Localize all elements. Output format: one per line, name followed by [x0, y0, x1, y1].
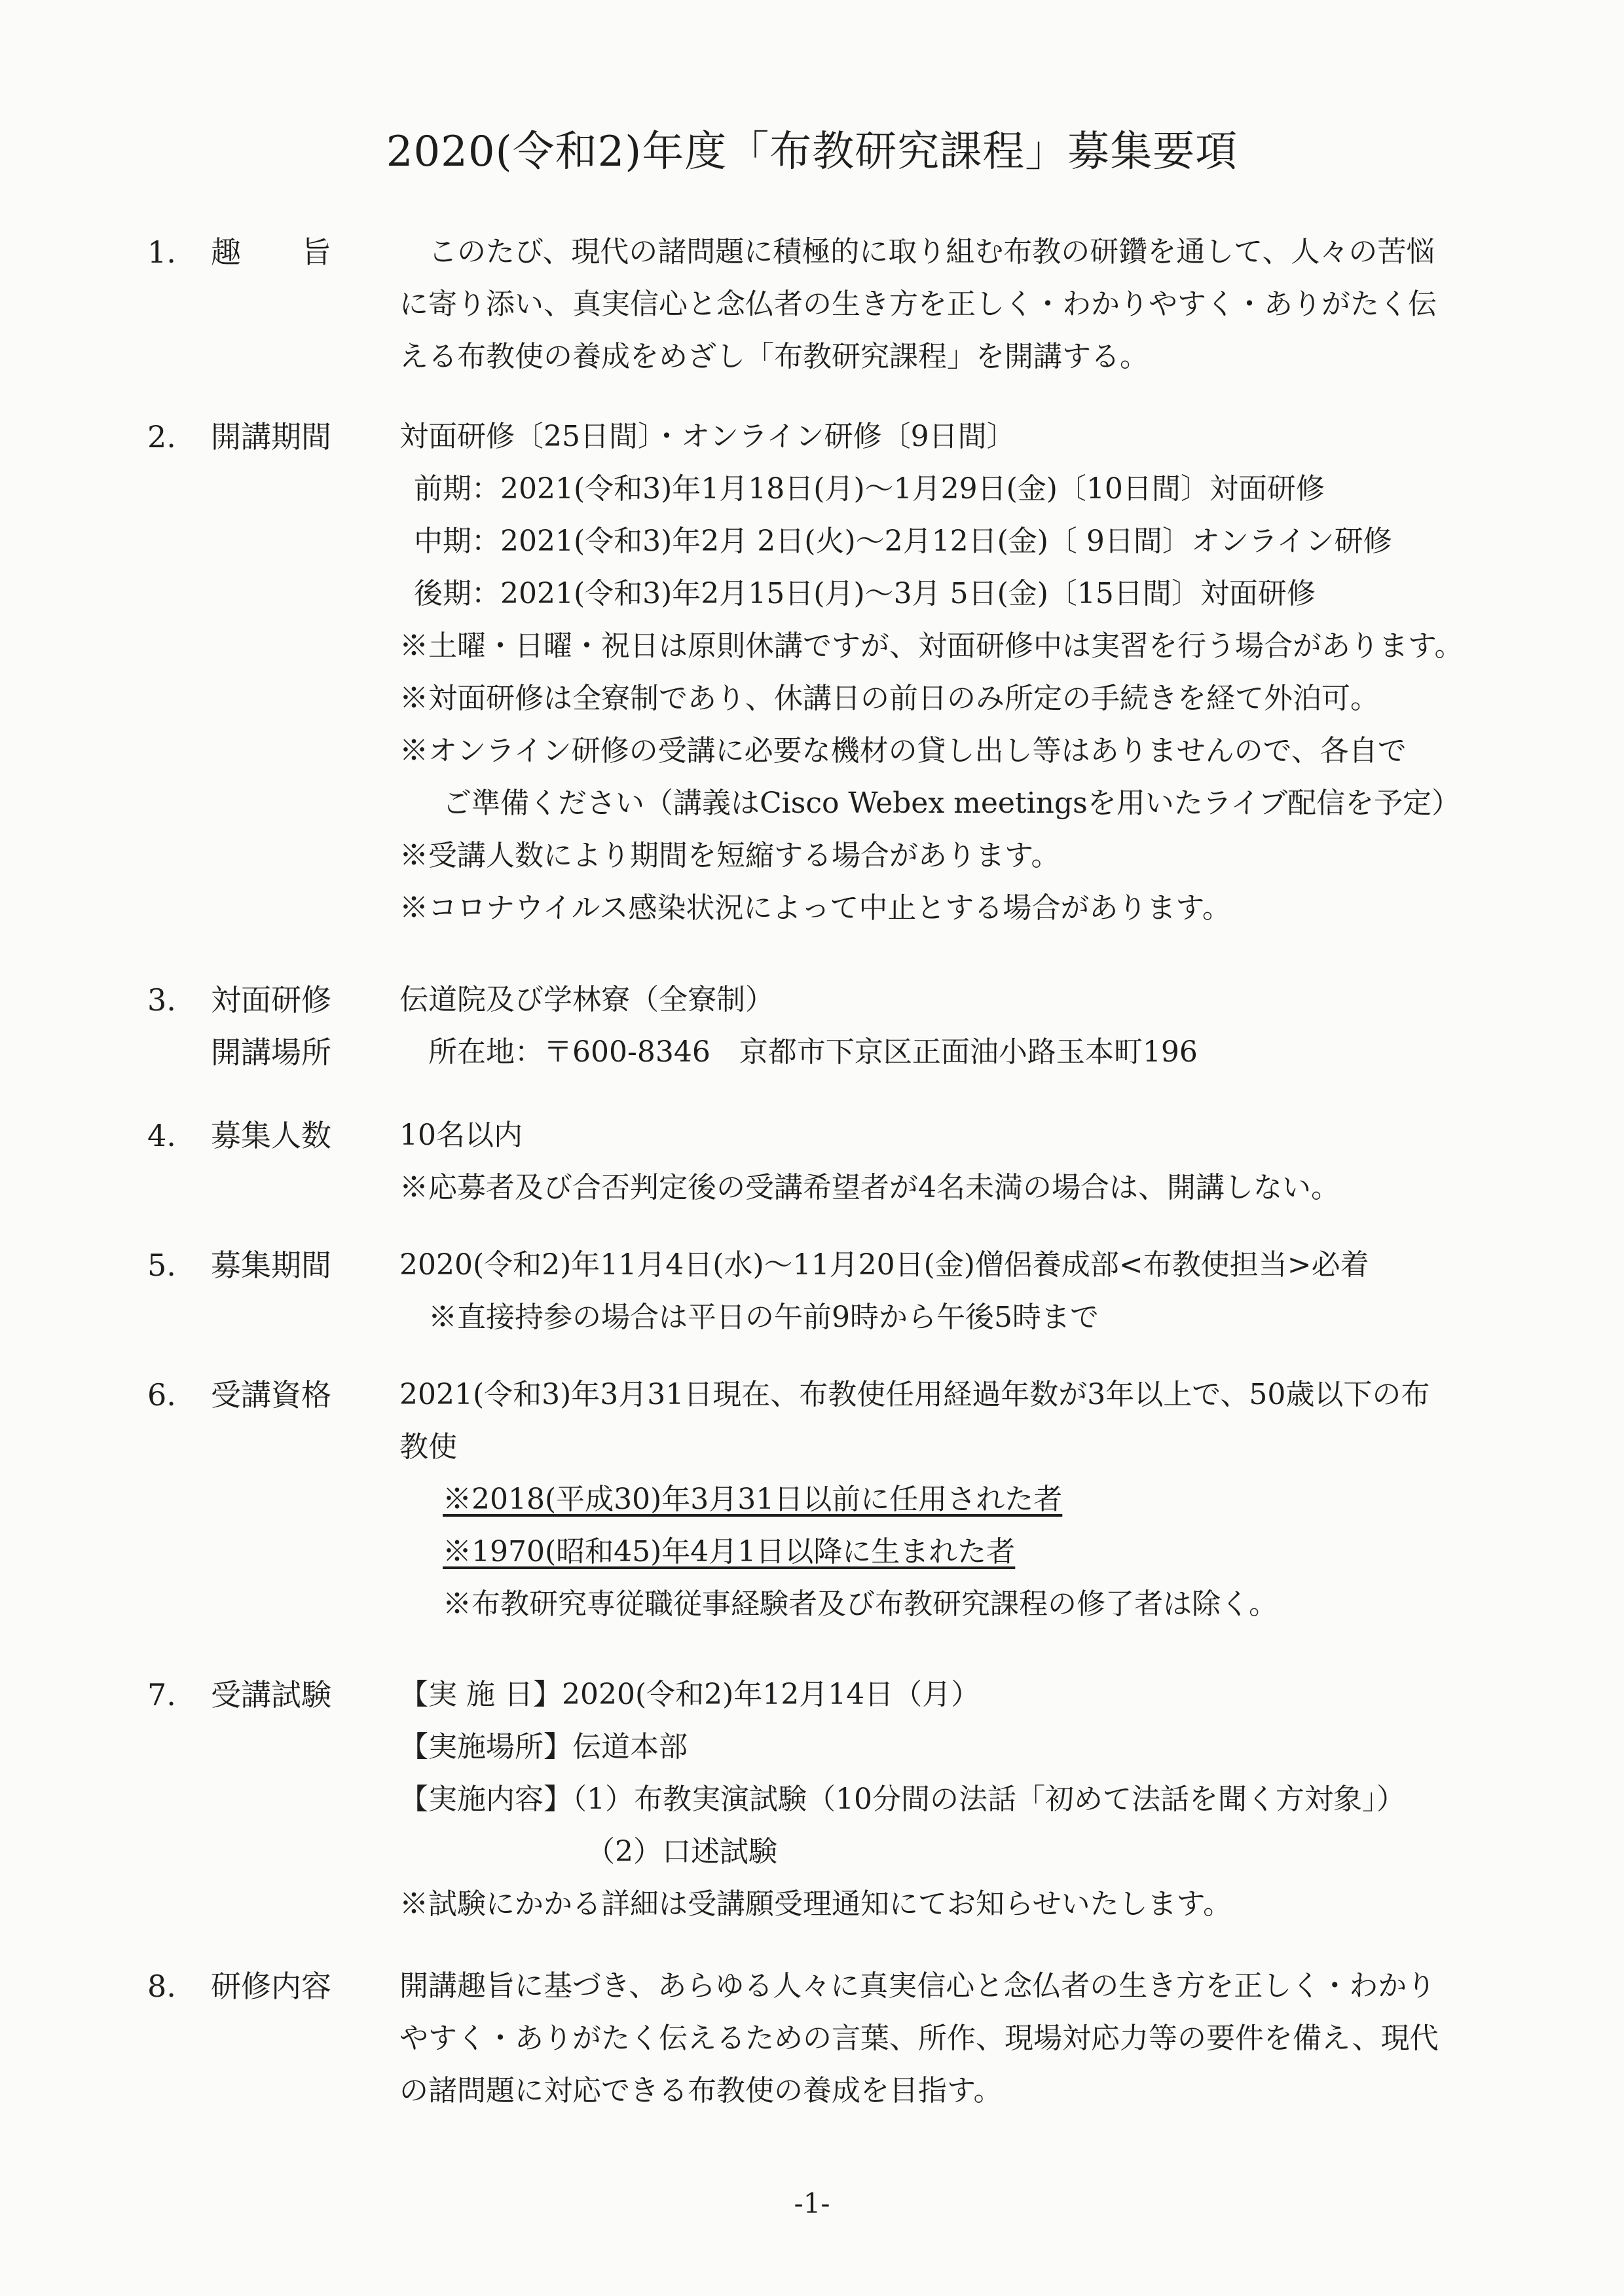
schedule-line-middle: 中期：2021(令和3)年2月 2日(火)～2月12日(金)〔 9日間〕オンライン研修 [414, 525, 1392, 558]
document-title: 2020(令和2)年度「布教研究課程」募集要項 [386, 128, 1238, 176]
note-line: ※コロナウイルス感染状況によって中止とする場合があります。 [399, 891, 1231, 925]
text-line: このたび、現代の諸問題に積極的に取り組む布教の研鑽を通して、人々の苦悩 [399, 235, 1435, 268]
text-line: える布教使の養成をめざし「布教研究課程」を開講する。 [399, 340, 1149, 373]
section-number: 4. [147, 1118, 176, 1153]
schedule-line-first: 前期：2021(令和3)年1月18日(月)～1月29日(金)〔10日間〕対面研修 [414, 472, 1325, 506]
note-line: ※受講人数により期間を短縮する場合があります。 [399, 839, 1060, 872]
text-line: 伝道院及び学林寮（全寮制） [399, 983, 774, 1016]
page-number: -1- [794, 2187, 830, 2219]
schedule-line-last: 後期：2021(令和3)年2月15日(月)～3月 5日(金)〔15日間〕対面研修 [414, 577, 1316, 610]
text-line: 対面研修〔25日間〕・オンライン研修〔9日間〕 [399, 420, 1016, 453]
text-line: 2021(令和3)年3月31日現在、布教使任用経過年数が3年以上で、50歳以下の布 [399, 1378, 1430, 1411]
text-line: 教使 [399, 1430, 457, 1464]
section-label: 募集人数 [211, 1118, 331, 1153]
section-body [399, 1239, 1598, 1344]
text-line: 10名以内 [399, 1119, 523, 1152]
note-line: ※オンライン研修の受講に必要な機材の貸し出し等はありませんので、各自で [399, 734, 1407, 768]
note-line: ※直接持参の場合は平日の午前9時から午後5時まで [428, 1301, 1099, 1334]
section-body [399, 1369, 1598, 1631]
section-number: 3. [147, 982, 176, 1018]
note-line: ご準備ください（講義はCisco Webex meetingsを用いたライブ配信を予定） [443, 787, 1461, 820]
section-label: 対面研修 開講場所 [211, 982, 331, 1070]
underlined-note: ※2018(平成30)年3月31日以前に任用された者 [443, 1483, 1063, 1516]
section-number: 5. [147, 1248, 176, 1283]
text-line: の諸問題に対応できる布教使の養成を目指す。 [399, 2074, 1003, 2107]
exam-content: （2）口述試験 [586, 1835, 777, 1868]
section-label: 受講資格 [211, 1377, 331, 1413]
note-line: ※試験にかかる詳細は受講願受理通知にてお知らせいたします。 [399, 1887, 1232, 1921]
section-label: 受講試験 [211, 1677, 331, 1713]
note-line: ※応募者及び合否判定後の受講希望者が4名未満の場合は、開講しない。 [399, 1171, 1340, 1204]
section-body [399, 411, 1598, 935]
text-line: 開講趣旨に基づき、あらゆる人々に真実信心と念仏者の生き方を正しく・わかり [399, 1969, 1436, 2003]
section-number: 2. [147, 419, 176, 454]
section-label: 研修内容 [211, 1969, 331, 2004]
section-body [399, 974, 1598, 1079]
section-number: 1. [147, 234, 176, 270]
section-body [399, 1960, 1598, 2117]
address-line: 所在地：〒600-8346 京都市下京区正面油小路玉本町196 [428, 1035, 1198, 1069]
note-line: ※対面研修は全寮制であり、休講日の前日のみ所定の手続きを経て外泊可。 [399, 682, 1379, 715]
text-line: 2020(令和2)年11月4日(水)～11月20日(金)僧侶養成部<布教使担当>必着 [399, 1248, 1369, 1282]
section-number: 8. [147, 1969, 176, 2004]
exam-place: 【実施場所】伝道本部 [399, 1730, 688, 1764]
exam-date: 【実 施 日】2020(令和2)年12月14日（月） [399, 1678, 980, 1711]
section-label: 開講期間 [211, 419, 331, 454]
note-line: ※布教研究専従職従事経験者及び布教研究課程の修了者は除く。 [443, 1587, 1278, 1621]
section-body [399, 1669, 1598, 1931]
section-label: 趣 旨 [211, 234, 331, 270]
section-label: 募集期間 [211, 1248, 331, 1283]
section-number: 7. [147, 1677, 176, 1713]
section-number: 6. [147, 1377, 176, 1413]
section-body [399, 226, 1598, 383]
text-line: やすく・ありがたく伝えるための言葉、所作、現場対応力等の要件を備え、現代 [399, 2022, 1439, 2055]
note-line: ※土曜・日曜・祝日は原則休講ですが、対面研修中は実習を行う場合があります。 [399, 629, 1464, 663]
exam-content: 【実施内容】（1）布教実演試験（10分間の法話「初めて法話を聞く方対象」） [399, 1783, 1405, 1816]
section-body [399, 1109, 1598, 1214]
underlined-note: ※1970(昭和45)年4月1日以降に生まれた者 [443, 1535, 1016, 1568]
text-line: に寄り添い、真実信心と念仏者の生き方を正しく・わかりやすく・ありがたく伝 [399, 287, 1437, 321]
